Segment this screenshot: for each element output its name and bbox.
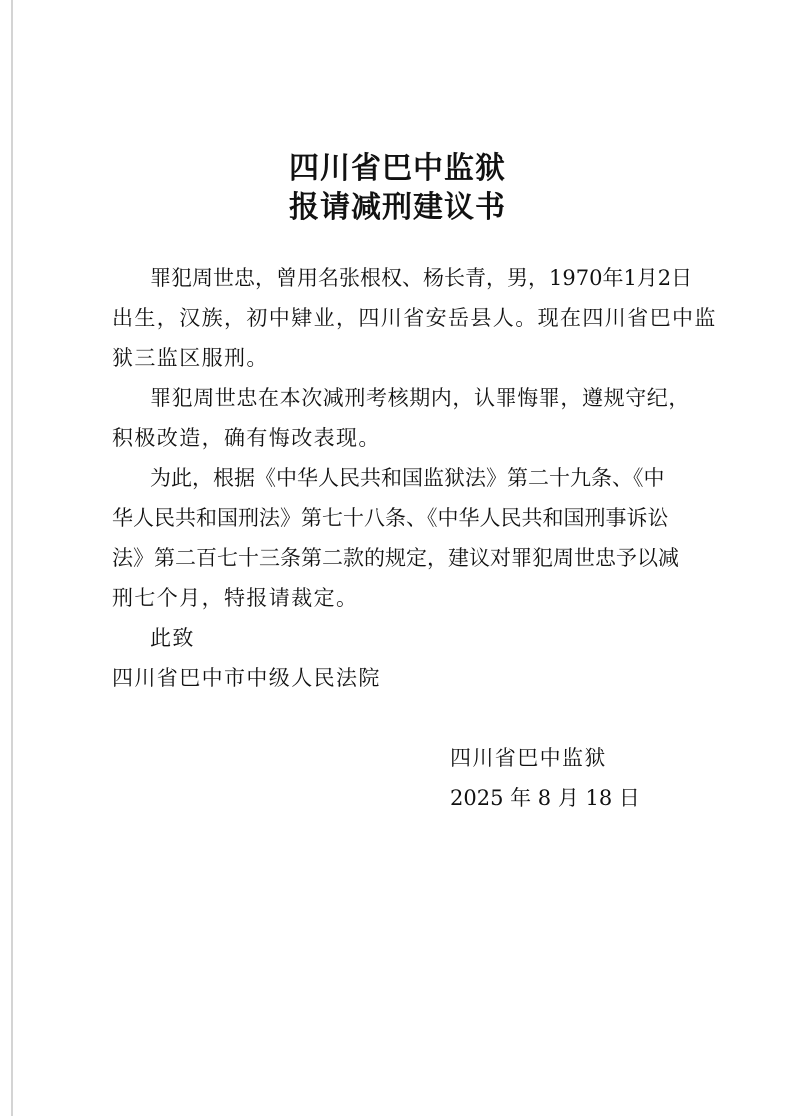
paragraph1-line1 [150, 265, 693, 291]
paragraph3-line2: 华人民共和国刑法》第七十八条、《中华人民共和国刑事诉讼 [112, 506, 669, 530]
paragraph3-line4: 刑七个月，特报请裁定。 [112, 586, 359, 610]
paragraph2-line2: 积极改造，确有悔改表现。 [112, 426, 381, 450]
paragraph1-line1-text: 罪犯周世忠，曾用名张根权、杨长青，男，1970年1月2日 [150, 266, 693, 290]
recipient: 四川省巴中市中级人民法院 [112, 666, 381, 690]
document-title-line1: 四川省巴中监狱 [289, 151, 506, 186]
paragraph1-line2: 出生，汉族，初中肄业，四川省安岳县人。现在四川省巴中监 [112, 306, 717, 330]
paragraph1-line3: 狱三监区服刑。 [112, 346, 269, 370]
signature-organization: 四川省巴中监狱 [450, 746, 607, 770]
paragraph3-line1: 为此，根据《中华人民共和国监狱法》第二十九条、《中 [150, 466, 665, 490]
document-title-line2: 报请减刑建议书 [289, 190, 506, 225]
paragraph3-line3: 法》第二百七十三条第二款的规定，建议对罪犯周世忠予以减 [112, 546, 679, 570]
salutation: 此致 [150, 626, 195, 650]
signature-date: 2025 年 8 月 18 日 [450, 786, 640, 810]
paragraph2-line1: 罪犯周世忠在本次减刑考核期内，认罪悔罪，遵规守纪， [150, 386, 690, 410]
